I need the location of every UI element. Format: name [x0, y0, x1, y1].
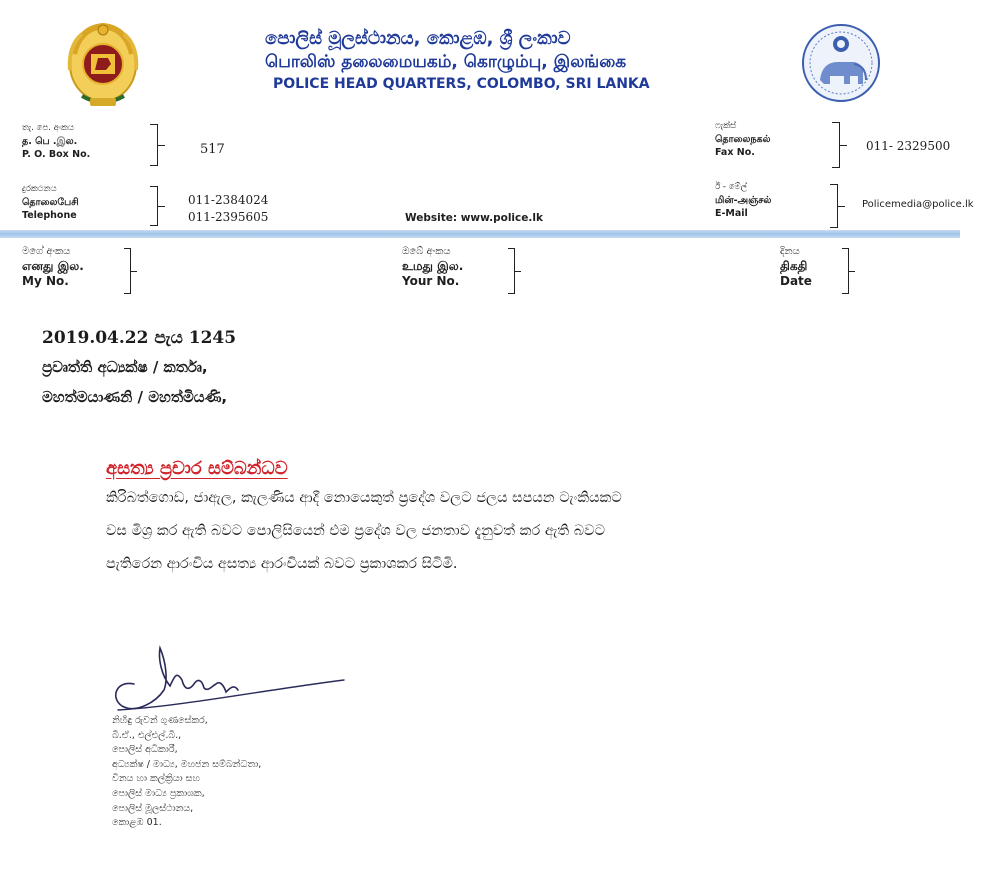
letter-body-line-1: කිරිබත්ගොඩ, ජාඇල, කැලණිය ආදී නොයෙකුත් ප්‍රදේශ වලට ජලය සපයන ටැංකියකට: [106, 490, 622, 506]
letter-subject: අසත්‍ය ප්‍රචාර සම්බන්ධව: [106, 458, 288, 479]
signature-line: පොලිස් මාධ්‍ය ප්‍රකාශක,: [112, 787, 205, 799]
my-no-label: මගේ අංකය எனது இல. My No.: [22, 246, 84, 288]
website-text: Website: www.police.lk: [405, 212, 543, 224]
letter-recipient-1: ප්‍රවෘත්ති අධ්‍යක්ෂ / කර්තෘ,: [42, 358, 208, 376]
email-bracket: [830, 184, 838, 228]
telephone-bracket: [150, 186, 158, 226]
national-emblem-icon: [62, 18, 144, 110]
pobox-value: 517: [200, 142, 225, 157]
signature-block: [112, 714, 261, 831]
fax-value: 011- 2329500: [866, 139, 951, 153]
signature-line: පොලිස් අධිකාරී,: [112, 744, 178, 756]
header-sinhala: පොලිස් මූලස්ථානය, කොළඹ, ශ්‍රී ලංකාව: [265, 28, 571, 49]
header-divider-band: [0, 230, 960, 238]
date-bracket: [842, 248, 849, 294]
letter-datetime: 2019.04.22 පැය 1245: [42, 328, 237, 348]
fax-label: ෆැක්ස් தொலைநகல் Fax No.: [715, 121, 771, 158]
telephone-value-1: 011-2384024: [188, 193, 269, 207]
email-value: Policemedia@police.lk: [862, 199, 974, 210]
signature-line: පොලිස් මූලස්ථානය,: [112, 802, 194, 814]
your-no-bracket: [508, 248, 515, 294]
telephone-value-2: 011-2395605: [188, 210, 269, 224]
your-no-label: ඔබේ අංකය உமது இல. Your No.: [402, 246, 464, 288]
letter-body-line-3: පැතිරෙන ආරංචිය අසත්‍ය ආරංචියක් බවට ප්‍රකාශකර සිටිමි.: [106, 556, 458, 572]
signature-line: කොළඹ 01.: [112, 817, 162, 829]
signature-line: නිහිඳු රුවන් ගුණසේකර,: [112, 715, 208, 726]
signature-line: බී.ඒ., එල්එල්.බී.,: [112, 729, 182, 741]
letter-recipient-2: මහත්මයාණනි / මහත්මියණි,: [42, 388, 228, 406]
telephone-label: දුරකථනය தொலைபேசி Telephone: [22, 184, 79, 221]
header-english: POLICE HEAD QUARTERS, COLOMBO, SRI LANKA: [273, 76, 650, 92]
letter-body-line-2: වස මිශ්‍ර කර ඇති බවට පොලිසියෙන් එම ප්‍රදේශ වල ජනතාව දැනුවත් කර ඇති බවට: [106, 523, 606, 539]
email-label: ඊ - මේල් மின்-அஞ்சல் E-Mail: [715, 182, 772, 219]
pobox-bracket: [150, 124, 158, 166]
signature-line: විනය හා කල්ක්‍රියා සහ: [112, 773, 200, 785]
my-no-bracket: [124, 248, 131, 294]
handwritten-signature: [104, 640, 354, 720]
date-label: දිනය திகதி Date: [780, 246, 812, 288]
fax-bracket: [832, 122, 840, 168]
police-emblem-icon: [800, 22, 882, 104]
signature-line: අධ්‍යක්ෂ / මාධ්‍ය, මහජන සම්බන්ධතා,: [112, 758, 262, 770]
header-tamil: பொலிஸ் தலைமையகம், கொழும்பு, இலங்கை: [265, 52, 627, 72]
pobox-label: තැ. පෙ. අංකය த. பெ .இல. P. O. Box No.: [22, 123, 91, 160]
